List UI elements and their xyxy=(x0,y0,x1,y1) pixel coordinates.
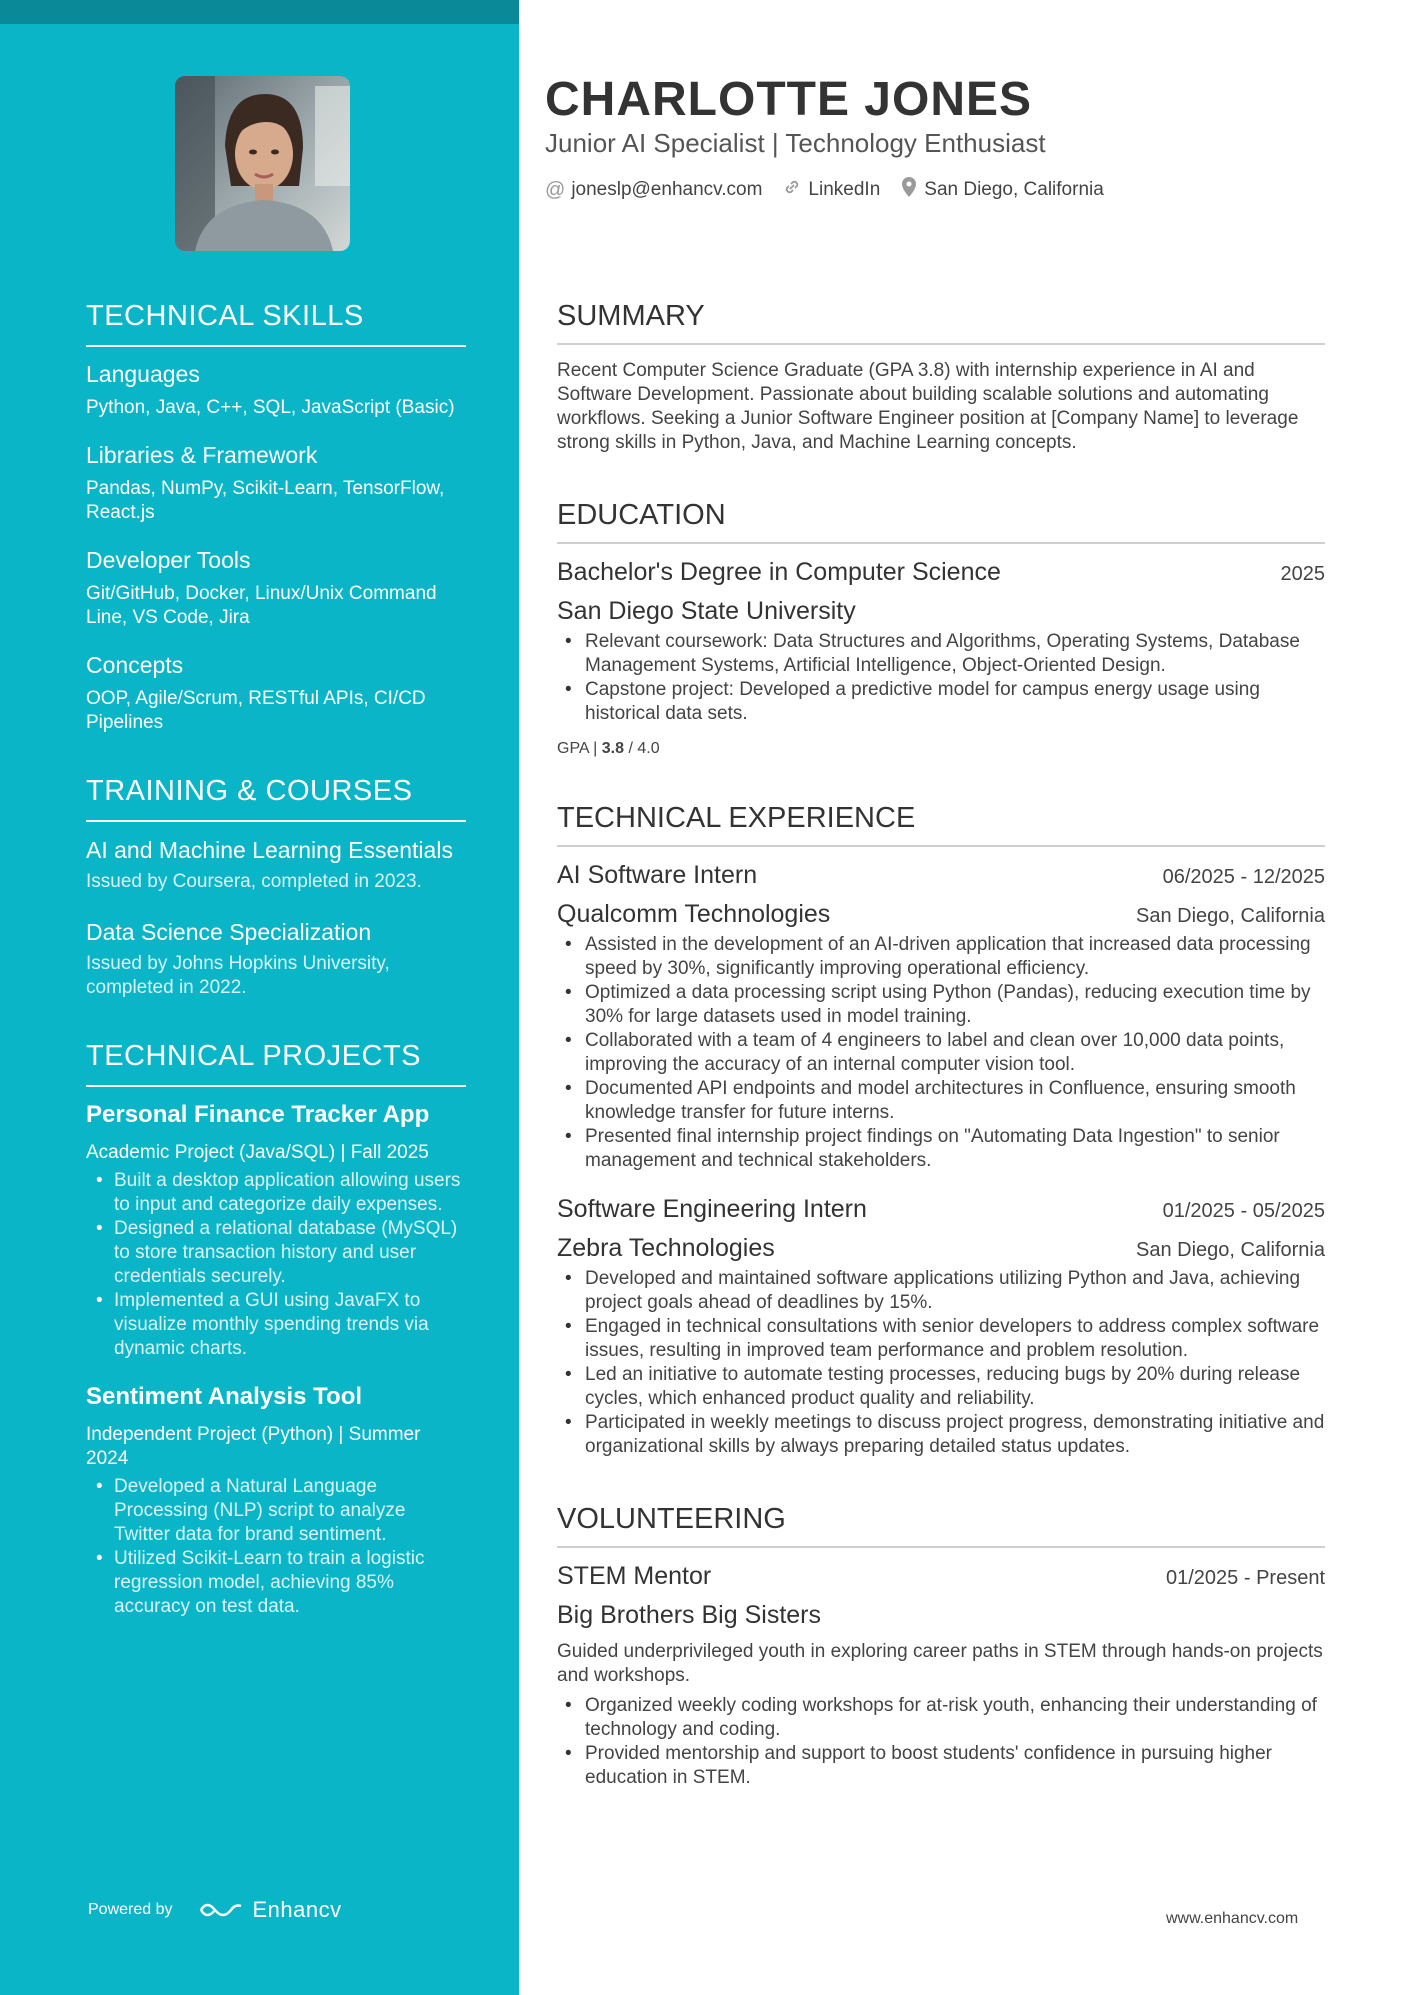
course-item xyxy=(86,918,466,1000)
footer-url[interactable]: www.enhancv.com xyxy=(1166,1910,1299,1927)
link-icon xyxy=(782,177,802,203)
experience-bullets xyxy=(557,1267,1325,1459)
section-title: TECHNICAL SKILLS xyxy=(86,300,466,347)
course-title: Data Science Specialization xyxy=(86,919,372,945)
section-title: TECHNICAL PROJECTS xyxy=(86,1040,466,1087)
technical-skills-section xyxy=(86,300,466,735)
summary-text: Recent Computer Science Graduate (GPA 3.8) with internship experience in AI and Software Development. Passionate about building scalable solutions and automating workflows. Seeking a Junior Software Engineer position at [Company Name] to leverage strong skills in Python, Java, and Machine Learning concepts. xyxy=(557,360,1299,453)
volunteering-header xyxy=(557,1562,1325,1591)
volunteer-org: Big Brothers Big Sisters xyxy=(557,1601,821,1629)
list-item: • Developed and maintained software applications utilizing Python and Java, achieving project goals ahead of deadlines by 15%. xyxy=(557,1267,1325,1315)
enhancv-logo[interactable] xyxy=(197,1897,342,1923)
list-item: • Relevant coursework: Data Structures and Algorithms, Operating Systems, Database Management Systems, Artificial Intelligence, Object-Oriented Design. xyxy=(557,630,1325,678)
sidebar xyxy=(0,0,519,1995)
experience-subheader xyxy=(557,1224,1325,1267)
experience-bullets xyxy=(557,933,1325,1173)
gpa-label: GPA xyxy=(557,740,589,757)
gpa-value: 3.8 xyxy=(601,740,625,757)
list-item: • Developed a Natural Language Processing (NLP) script to analyze Twitter data for brand sentiment. xyxy=(86,1475,466,1547)
graduation-year: 2025 xyxy=(1280,563,1325,585)
powered-by xyxy=(88,1897,342,1923)
list-item: • Provided mentorship and support to boost students' confidence in pursuing higher education in STEM. xyxy=(557,1742,1325,1790)
skill-group-title: Concepts xyxy=(86,652,184,678)
section-title: TECHNICAL EXPERIENCE xyxy=(557,802,1325,847)
contact-email-text: joneslp@enhancv.com xyxy=(571,179,763,200)
list-item: • Documented API endpoints and model architectures in Confluence, ensuring smooth knowledge transfer for future interns. xyxy=(557,1077,1325,1125)
enhancv-logo-icon xyxy=(197,1898,245,1922)
location-icon xyxy=(900,176,918,204)
list-item: • Implemented a GUI using JavaFX to visualize monthly spending trends via dynamic charts. xyxy=(86,1289,466,1361)
contact-bar xyxy=(545,176,1104,204)
section-title: SUMMARY xyxy=(557,300,1325,345)
list-item: • Organized weekly coding workshops for at-risk youth, enhancing their understanding of technology and coding. xyxy=(557,1694,1325,1742)
list-item: • Assisted in the development of an AI-driven application that increased data processing speed by 30%, significantly improving operational efficiency. xyxy=(557,933,1325,981)
contact-location xyxy=(900,176,1104,204)
sidebar-top-bar xyxy=(0,0,519,24)
skill-group-title: Developer Tools xyxy=(86,547,251,573)
candidate-tagline: Junior AI Specialist | Technology Enthusiast xyxy=(545,128,1046,158)
gpa: GPA | 3.8 / 4.0 xyxy=(557,740,660,757)
project-bullets xyxy=(86,1475,466,1619)
list-item: • Capstone project: Developed a predictive model for campus energy usage using historical data sets. xyxy=(557,678,1325,726)
experience-header xyxy=(557,861,1325,890)
education-bullets xyxy=(557,630,1325,726)
contact-linkedin[interactable] xyxy=(782,176,880,204)
project-subtitle: Independent Project (Python) | Summer 2024 xyxy=(86,1424,421,1469)
contact-email[interactable] xyxy=(545,176,762,204)
gpa-max: 4.0 xyxy=(637,740,660,757)
project-title: Sentiment Analysis Tool xyxy=(86,1383,363,1410)
project-title: Personal Finance Tracker App xyxy=(86,1101,430,1128)
list-item: • Built a desktop application allowing users to input and categorize daily expenses. xyxy=(86,1169,466,1217)
company-name: Zebra Technologies xyxy=(557,1234,775,1262)
course-title: AI and Machine Learning Essentials xyxy=(86,837,453,863)
list-item: • Optimized a data processing script using Python (Pandas), reducing execution time by 30% for large datasets used in model training. xyxy=(557,981,1325,1029)
experience-subheader xyxy=(557,890,1325,933)
course-issuer: Issued by Coursera, completed in 2023. xyxy=(86,871,422,892)
job-location: San Diego, California xyxy=(1136,1239,1325,1261)
experience-section xyxy=(557,802,1325,1459)
company-name: Qualcomm Technologies xyxy=(557,900,831,928)
education-section xyxy=(557,499,1325,758)
section-title: VOLUNTEERING xyxy=(557,1503,1325,1548)
volunteer-dates: 01/2025 - Present xyxy=(1166,1567,1325,1589)
course-item xyxy=(86,836,466,894)
list-item: • Utilized Scikit-Learn to train a logistic regression model, achieving 85% accuracy on test data. xyxy=(86,1547,466,1619)
skill-group-text: Git/GitHub, Docker, Linux/Unix Command Line, VS Code, Jira xyxy=(86,583,437,628)
project-item xyxy=(86,1101,466,1361)
skill-group-text: Python, Java, C++, SQL, JavaScript (Basic) xyxy=(86,397,455,418)
skill-group xyxy=(86,442,466,525)
powered-by-label: Powered by xyxy=(88,1901,173,1918)
candidate-name: CHARLOTTE JONES xyxy=(545,73,1033,126)
skill-group xyxy=(86,547,466,630)
experience-entry xyxy=(557,1195,1325,1459)
skill-group xyxy=(86,652,466,735)
brand-name: Enhancv xyxy=(252,1897,342,1922)
skill-group-title: Languages xyxy=(86,361,200,387)
job-dates: 06/2025 - 12/2025 xyxy=(1162,866,1325,888)
project-bullets xyxy=(86,1169,466,1361)
list-item: • Designed a relational database (MySQL) to store transaction history and user credentials securely. xyxy=(86,1217,466,1289)
sidebar-content xyxy=(86,300,466,1659)
project-item xyxy=(86,1383,466,1619)
skill-group-text: OOP, Agile/Scrum, RESTful APIs, CI/CD Pipelines xyxy=(86,688,426,733)
job-dates: 01/2025 - 05/2025 xyxy=(1162,1200,1325,1222)
skill-group-text: Pandas, NumPy, Scikit-Learn, TensorFlow, React.js xyxy=(86,478,445,523)
experience-header xyxy=(557,1195,1325,1224)
degree-title: Bachelor's Degree in Computer Science xyxy=(557,558,1001,586)
experience-entry xyxy=(557,861,1325,1173)
volunteer-role: STEM Mentor xyxy=(557,1562,712,1590)
skill-group-title: Libraries & Framework xyxy=(86,442,318,468)
skill-group xyxy=(86,361,466,420)
job-location: San Diego, California xyxy=(1136,905,1325,927)
project-subtitle: Academic Project (Java/SQL) | Fall 2025 xyxy=(86,1142,429,1163)
course-issuer: Issued by Johns Hopkins University, completed in 2022. xyxy=(86,953,390,998)
school-name: San Diego State University xyxy=(557,597,856,625)
training-courses-section xyxy=(86,775,466,1000)
summary-section xyxy=(557,300,1325,455)
volunteering-section xyxy=(557,1503,1325,1790)
list-item: • Presented final internship project findings on "Automating Data Ingestion" to senior management and technical stakeholders. xyxy=(557,1125,1325,1173)
contact-location-text: San Diego, California xyxy=(924,179,1104,200)
list-item: • Led an initiative to automate testing processes, reducing bugs by 20% during release cycles, which enhanced product quality and reliability. xyxy=(557,1363,1325,1411)
main-sections xyxy=(557,300,1325,1834)
profile-photo-image xyxy=(175,76,350,251)
list-item: • Engaged in technical consultations with senior developers to address complex software issues, resulting in improved team performance and problem resolution. xyxy=(557,1315,1325,1363)
profile-photo xyxy=(175,76,350,251)
contact-linkedin-text: LinkedIn xyxy=(808,179,881,200)
at-icon: @ xyxy=(545,178,566,201)
volunteer-bullets xyxy=(557,1694,1325,1790)
education-header xyxy=(557,558,1325,587)
job-title: Software Engineering Intern xyxy=(557,1195,867,1223)
technical-projects-section xyxy=(86,1040,466,1619)
list-item: • Collaborated with a team of 4 engineers to label and clean over 10,000 data points, improving the accuracy of an internal computer vision tool. xyxy=(557,1029,1325,1077)
job-title: AI Software Intern xyxy=(557,861,758,889)
section-title: EDUCATION xyxy=(557,499,1325,544)
volunteer-description: Guided underprivileged youth in exploring career paths in STEM through hands-on projects and workshops. xyxy=(557,1641,1323,1686)
section-title: TRAINING & COURSES xyxy=(86,775,466,822)
list-item: • Participated in weekly meetings to discuss project progress, demonstrating initiative and organizational skills by always preparing detailed status updates. xyxy=(557,1411,1325,1459)
